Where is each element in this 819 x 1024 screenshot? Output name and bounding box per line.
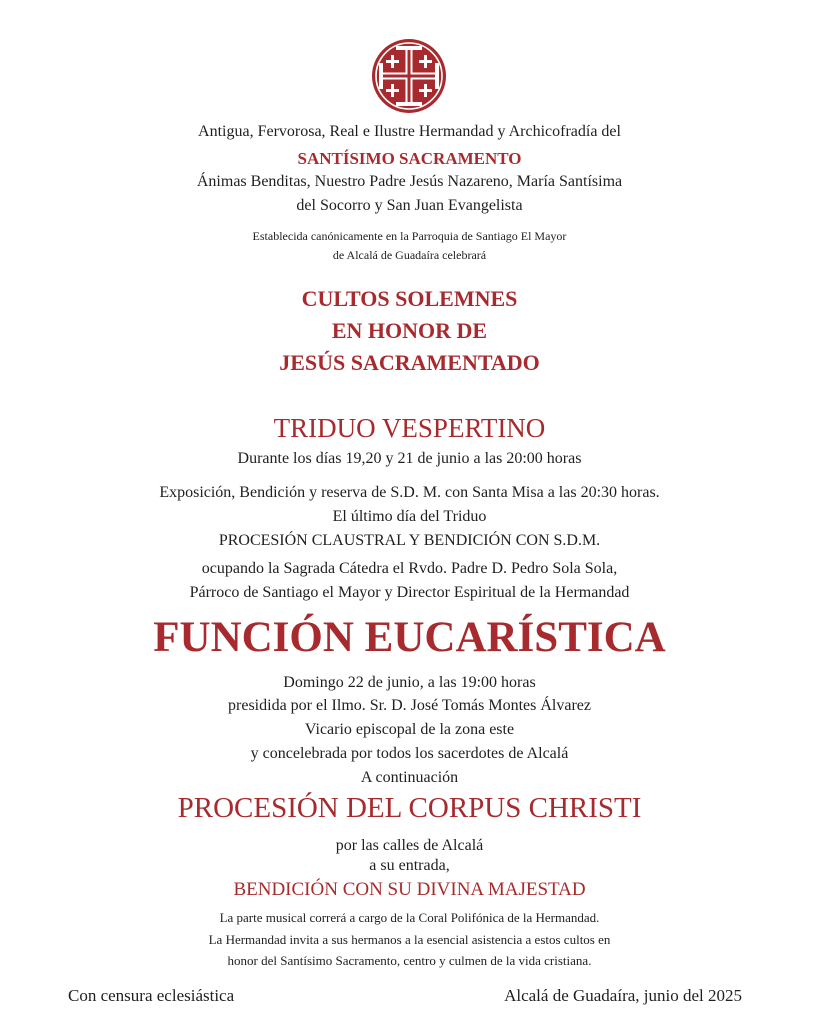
funcion-title: FUNCIÓN EUCARÍSTICA <box>153 614 666 661</box>
procesion-title: PROCESIÓN DEL CORPUS CHRISTI <box>177 792 642 824</box>
brotherhood-dedication-line: Ánimas Benditas, Nuestro Padre Jesús Nazareno, María Santísima <box>196 173 623 190</box>
procesion-text: por las calles de Alcalá <box>335 837 484 854</box>
triduo-text: Exposición, Bendición y reserva de S.D. M. con Santa Misa a las 20:30 horas. <box>159 484 660 501</box>
funcion-text-4: y concelebrada por todos los sacerdotes de Alcalá <box>250 745 569 762</box>
funcion-text-5: A continuación <box>360 769 459 786</box>
brotherhood-dedication-line-2: del Socorro y San Juan Evangelista <box>296 197 523 214</box>
invitation-note-2: honor del Santísimo Sacramento, centro y culmen de la vida cristiana. <box>227 953 592 968</box>
funcion-text-2: presidida por el Ilmo. Sr. D. José Tomás Montes Álvarez <box>228 697 591 714</box>
triduo-text-5: Párroco de Santiago el Mayor y Director Espiritual de la Hermandad <box>189 584 630 601</box>
brotherhood-cross-emblem-icon <box>369 36 449 116</box>
procesion-text-2: a su entrada, <box>369 857 450 874</box>
cultos-heading-2: EN HONOR DE <box>331 318 488 343</box>
triduo-title: TRIDUO VESPERTINO <box>273 413 546 443</box>
triduo-text-4: ocupando la Sagrada Cátedra el Rvdo. Padre D. Pedro Sola Sola, <box>201 560 618 577</box>
triduo-text-2: El último día del Triduo <box>332 508 487 525</box>
invitation-note: La Hermandad invita a sus hermanos a la esencial asistencia a estos cultos en <box>208 932 611 947</box>
funcion-text: Domingo 22 de junio, a las 19:00 horas <box>283 674 536 691</box>
brotherhood-title: SANTÍSIMO SACRAMENTO <box>297 149 522 168</box>
cultos-heading: CULTOS SOLEMNES <box>301 286 518 311</box>
music-note: La parte musical correrá a cargo de la Coral Polifónica de la Hermandad. <box>219 910 600 925</box>
censorship-note: Con censura eclesiástica <box>68 986 235 1005</box>
triduo-dates: Durante los días 19,20 y 21 de junio a las 20:00 horas <box>237 450 582 467</box>
cultos-heading-3: JESÚS SACRAMENTADO <box>279 350 540 375</box>
funcion-text-3: Vicario episcopal de la zona este <box>304 721 515 738</box>
brotherhood-name-line: Antigua, Fervorosa, Real e Ilustre Hermandad y Archicofradía del <box>198 123 621 140</box>
place-date: Alcalá de Guadaíra, junio del 2025 <box>504 986 742 1005</box>
triduo-text-3: PROCESIÓN CLAUSTRAL Y BENDICIÓN CON S.D.M. <box>218 532 601 549</box>
parish-line-2: de Alcalá de Guadaíra celebrará <box>332 248 487 262</box>
bendicion-heading: BENDICIÓN CON SU DIVINA MAJESTAD <box>233 879 586 900</box>
parish-line: Establecida canónicamente en la Parroquia de Santiago El Mayor <box>252 229 567 243</box>
